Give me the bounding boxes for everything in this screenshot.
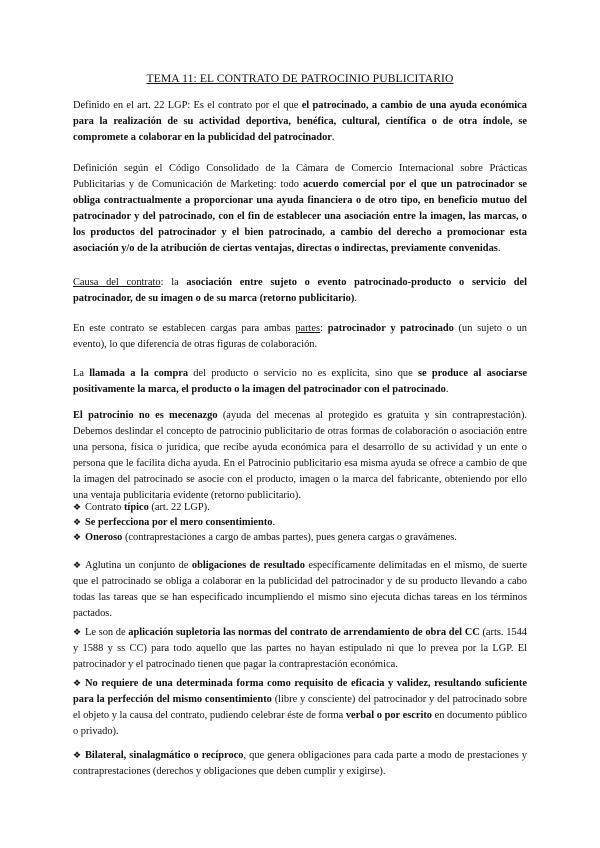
paragraph-definition [73, 98, 527, 146]
bold-text: llamada a la compra [89, 368, 189, 379]
diamond-bullet-icon: ❖ [73, 627, 82, 637]
text: Le son de [85, 627, 129, 638]
bullet-aplicacion-supletoria [73, 625, 527, 673]
text: Contrato [85, 502, 124, 513]
text: La [73, 368, 90, 379]
underlined-text: Causa del contrato [73, 277, 161, 288]
bold-text: El patrocinio no es mecenazgo [73, 410, 218, 421]
text: Aglutina un conjunto de [85, 560, 192, 571]
bold-text: patrocinador y patrocinado [327, 323, 454, 334]
text: en documento público o privado). [73, 709, 528, 737]
diamond-bullet-icon: ❖ [73, 750, 82, 760]
text: : la [160, 277, 187, 288]
text: (libre y consciente) del patrocinador y del patrocinado sobre el objeto y la causa del contrato, pudiendo celebrar éste de forma [73, 693, 527, 721]
bold-text: aplicación supletoria las normas del contrato de arrendamiento de obra del CC [128, 627, 480, 638]
bold-text: Bilateral, sinalagmático o recíproco [85, 750, 244, 761]
paragraph-causa [73, 275, 527, 307]
text: . [445, 383, 449, 395]
paragraph-icc-definition [73, 161, 527, 256]
paragraph-mecenazgo [73, 408, 527, 503]
diamond-bullet-icon: ❖ [73, 517, 82, 527]
diamond-bullet-icon: ❖ [73, 502, 82, 512]
text: específicamente delimitadas en el mismo, de suerte que el patrocinado se obliga a colaborar en la publicidad del patrocinador y de su producto llevando a cabo todas las tareas que se han especificado incumpliendo el mismo sino ejecuta dichas tareas en los términos pactados. [73, 560, 527, 619]
text: , que genera obligaciones para cada parte a modo de prestaciones y contraprestaciones (derechos y obligaciones que deben cumplir y exigirse). [73, 750, 527, 777]
text: (arts. 1544 y 1588 y ss CC) para todo aquello que las partes no hayan estipulado ni que lo prevea por la LGP. El patrocinador y el patrocinado tienen que pagar la contraprestación económica. [73, 627, 528, 670]
bullet-bilateral [73, 748, 527, 780]
text: . [331, 131, 335, 143]
text: (un sujeto o un evento), lo que diferencia de otras figuras de colaboración. [73, 323, 527, 350]
text: : [320, 323, 328, 334]
bold-text: el patrocinado, a cambio de una ayuda económica para la realización de su actividad deportiva, benéfica, cultural, científica o de otra índole, se compromete a colaborar en la publicidad del patrocinador [73, 100, 527, 143]
bullet-oneroso [73, 530, 527, 546]
paragraph-partes [73, 321, 527, 353]
diamond-bullet-icon: ❖ [73, 560, 82, 570]
document-title: TEMA 11: EL CONTRATO DE PATROCINIO PUBLICITARIO [146, 72, 454, 85]
underlined-text: partes [295, 323, 321, 334]
diamond-bullet-icon: ❖ [73, 532, 82, 542]
bullet-obligaciones-resultado [73, 558, 527, 622]
bold-text: se produce al asociarse positivamente la marca, el producto o la imagen del patrocinador con el patrocinado [73, 368, 527, 395]
bold-text: asociación entre sujeto o evento patrocinado-producto o servicio del patrocinador, de su imagen o de su marca (retorno publicitario) [73, 277, 527, 304]
bold-text: Se perfecciona por el mero consentimiento [85, 517, 273, 528]
paragraph-llamada-compra [73, 366, 527, 398]
bold-text: verbal o por escrito [345, 709, 433, 721]
bullet-forma [73, 676, 527, 740]
bold-text: No requiere de una determinada forma como requisito de eficacia y validez, resultando suficiente para la perfección del mismo consentimiento [73, 678, 527, 705]
bold-text: Oneroso [85, 532, 123, 543]
bold-text: típico [123, 502, 149, 513]
text: del producto o servicio no es explícita, sino que [188, 368, 418, 379]
text: Definido en el art. 22 LGP: Es el contrato por el que [73, 100, 302, 111]
text: . [354, 292, 357, 304]
bullet-perfecciona [73, 515, 527, 531]
text: (art. 22 LGP). [148, 502, 210, 513]
text: . [497, 242, 501, 254]
bold-text: obligaciones de resultado [191, 560, 305, 571]
bold-text: acuerdo comercial por el que un patrocinador se obliga contractualmente a proporcionar una ayuda financiera o de otro tipo, en beneficio mutuo del patrocinador y del patrocinado, con el fin de establecer una asociación entre la imagen, las marcas, o los productos del patrocinador y el bien patrocinado, a cambio del derecho a promocionar esta asociación y/o de la atribución de ciertas ventajas, directas o indirectas, previamente convenidas [73, 178, 527, 254]
text: Definición según el Código Consolidado de la Cámara de Comercio Internacional sobre Prácticas Publicitarias y de Comunicación de Marketing: todo [73, 163, 527, 190]
bullet-tipico [73, 500, 527, 516]
text: (ayuda del mecenas al protegido es gratuita y sin contraprestación). Debemos deslindar el concepto de patrocinio publicitario de otras formas de colaboración o asociación entre una persona, física o jurídica, que recibe ayuda económica para el desarrollo de su actividad y un ente o persona que le facilita dicha ayuda. En el Patrocinio publicitario esa misma ayuda se ofrece a cambio de que la imagen del patrocinado se asocie con el producto, imagen o la marca del fabricante, obteniendo por ello una ventaja publicitaria evidente (retorno publicitario). [73, 410, 528, 501]
diamond-bullet-icon: ❖ [73, 678, 82, 688]
text: (contraprestaciones a cargo de ambas partes), pues genera cargas o gravámenes. [122, 532, 457, 543]
text: En este contrato se establecen cargas para ambas [73, 323, 296, 334]
text: . [272, 517, 276, 528]
